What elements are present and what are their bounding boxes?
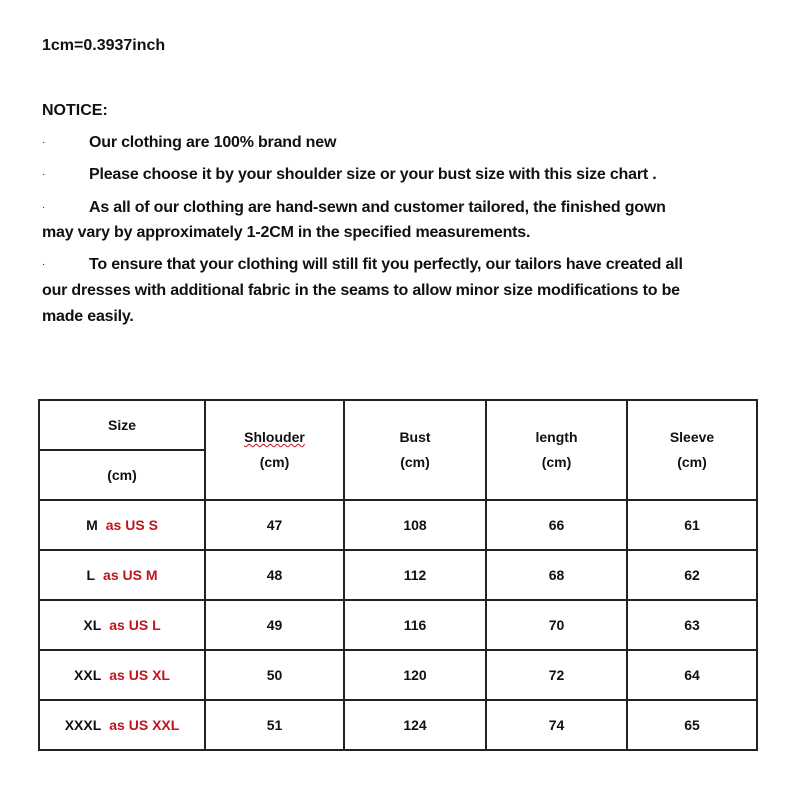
shoulder-cell: 50 <box>205 650 344 700</box>
header-size-unit: (cm) <box>39 450 205 500</box>
notice-item-continued: may vary by approximately 1-2CM in the specified measurements. <box>42 224 531 241</box>
header-length: length (cm) <box>486 400 627 500</box>
table-row <box>39 650 757 700</box>
bullet-icon: · <box>42 259 46 271</box>
header-size: Size <box>39 400 205 450</box>
size-chart-table <box>38 399 758 751</box>
notice-item: · As all of our clothing are hand-sewn and customer tailored, the finished gown <box>42 199 666 216</box>
notice-item: · Our clothing are 100% brand new <box>42 134 337 151</box>
length-cell: 70 <box>486 600 627 650</box>
length-cell: 66 <box>486 500 627 550</box>
table-row <box>39 700 757 750</box>
bullet-icon: · <box>42 202 46 214</box>
table-row <box>39 550 757 600</box>
length-cell: 74 <box>486 700 627 750</box>
size-cell: XL as US L <box>39 600 205 650</box>
header-sleeve: Sleeve (cm) <box>627 400 757 500</box>
notice-item: · To ensure that your clothing will still fit you perfectly, our tailors have created all <box>42 256 683 273</box>
bullet-icon: · <box>42 137 46 149</box>
table-row <box>39 500 757 550</box>
bust-cell: 108 <box>344 500 486 550</box>
sleeve-cell: 61 <box>627 500 757 550</box>
notice-item-continued: our dresses with additional fabric in the seams to allow minor size modifications to be <box>42 282 680 299</box>
table-header-row <box>39 400 757 450</box>
unit-conversion: 1cm=0.3937inch <box>42 37 166 54</box>
bullet-icon: · <box>42 169 46 181</box>
size-cell: XXL as US XL <box>39 650 205 700</box>
notice-item: · Please choose it by your shoulder size or your bust size with this size chart . <box>42 166 657 183</box>
shoulder-cell: 51 <box>205 700 344 750</box>
bust-cell: 120 <box>344 650 486 700</box>
bust-cell: 112 <box>344 550 486 600</box>
shoulder-cell: 47 <box>205 500 344 550</box>
size-cell: M as US S <box>39 500 205 550</box>
sleeve-cell: 65 <box>627 700 757 750</box>
shoulder-cell: 48 <box>205 550 344 600</box>
notice-item-continued: made easily. <box>42 308 134 325</box>
header-bust: Bust (cm) <box>344 400 486 500</box>
sleeve-cell: 63 <box>627 600 757 650</box>
size-cell: XXXL as US XXL <box>39 700 205 750</box>
bust-cell: 124 <box>344 700 486 750</box>
table-row <box>39 600 757 650</box>
sleeve-cell: 62 <box>627 550 757 600</box>
shoulder-cell: 49 <box>205 600 344 650</box>
notice-title: NOTICE: <box>42 102 108 119</box>
size-cell: L as US M <box>39 550 205 600</box>
header-shoulder: Shlouder (cm) <box>205 400 344 500</box>
bust-cell: 116 <box>344 600 486 650</box>
sleeve-cell: 64 <box>627 650 757 700</box>
length-cell: 68 <box>486 550 627 600</box>
length-cell: 72 <box>486 650 627 700</box>
